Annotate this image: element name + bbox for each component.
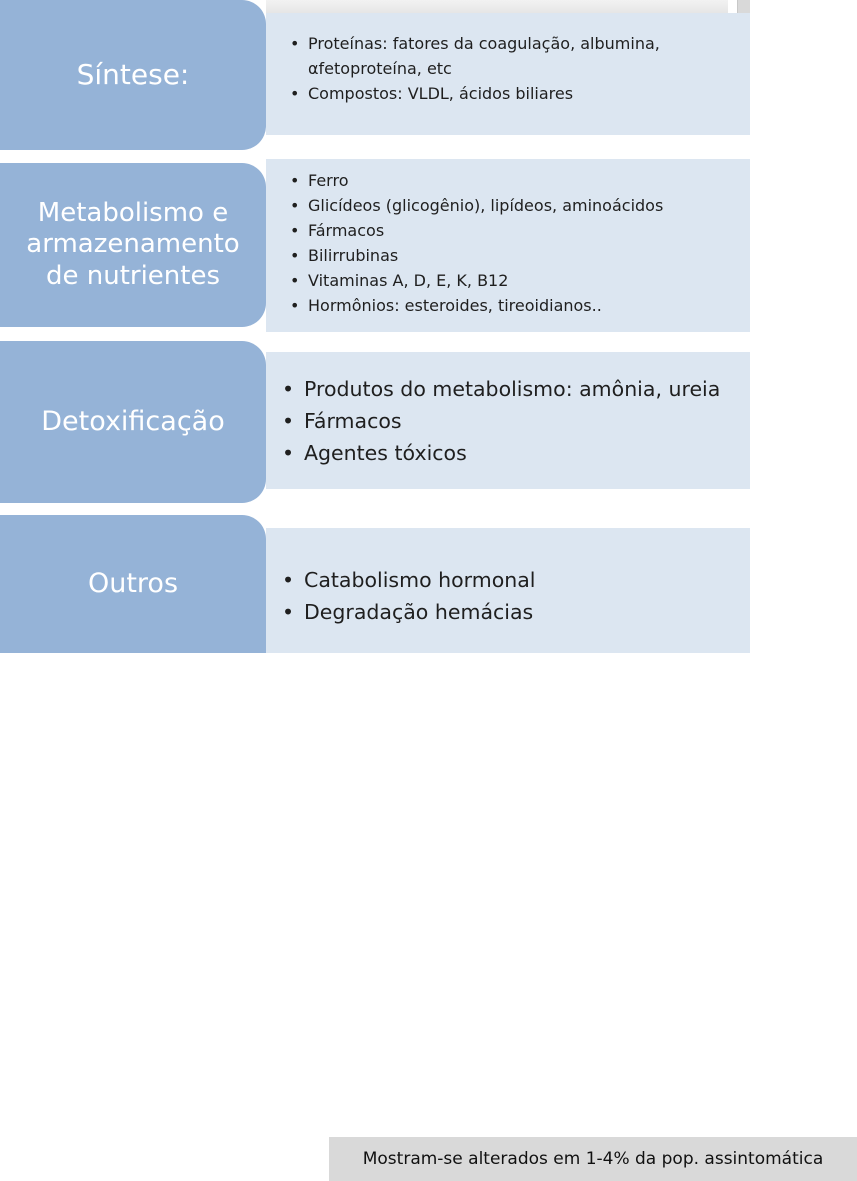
list-item: • Fármacos [274, 405, 746, 437]
content-sintese [266, 13, 750, 135]
list-outros [274, 564, 746, 628]
content-outros [266, 528, 750, 653]
list-item: • Proteínas: fatores da coagulação, albumina, αfetoproteína, etc [286, 31, 740, 81]
list-item: • Compostos: VLDL, ácidos biliares [286, 81, 740, 106]
label-outros [0, 515, 266, 653]
footnote-text: Mostram-se alterados em 1-4% da pop. assintomática [362, 1149, 824, 1169]
list-detoxificacao [274, 373, 746, 469]
list-item: • Catabolismo hormonal [274, 564, 746, 596]
list-metabolismo [286, 168, 740, 318]
label-detoxificacao-text: Detoxificação [41, 405, 225, 437]
label-detoxificacao [0, 341, 266, 503]
list-item: • Fármacos [286, 218, 740, 243]
label-metabolismo-text: Metabolismo e armazenamento de nutrientes [26, 198, 240, 291]
list-item: • Bilirrubinas [286, 243, 740, 268]
list-item: • Vitaminas A, D, E, K, B12 [286, 268, 740, 293]
list-item: • Glicídeos (glicogênio), lipídeos, aminoácidos [286, 193, 740, 218]
list-sintese [286, 31, 740, 106]
label-sintese [0, 0, 266, 150]
label-metabolismo [0, 163, 266, 327]
footnote-box [329, 1137, 857, 1181]
list-item: • Degradação hemácias [274, 596, 746, 628]
content-detoxificacao [266, 352, 750, 489]
label-outros-text: Outros [87, 567, 179, 599]
list-item: • Hormônios: esteroides, tireoidianos.. [286, 293, 740, 318]
list-item: • Produtos do metabolismo: amônia, ureia [274, 373, 746, 405]
top-toolbar-strip [266, 0, 728, 14]
label-sintese-text: Síntese: [76, 58, 190, 92]
list-item: • Agentes tóxicos [274, 437, 746, 469]
list-item: • Ferro [286, 168, 740, 193]
content-metabolismo [266, 159, 750, 332]
